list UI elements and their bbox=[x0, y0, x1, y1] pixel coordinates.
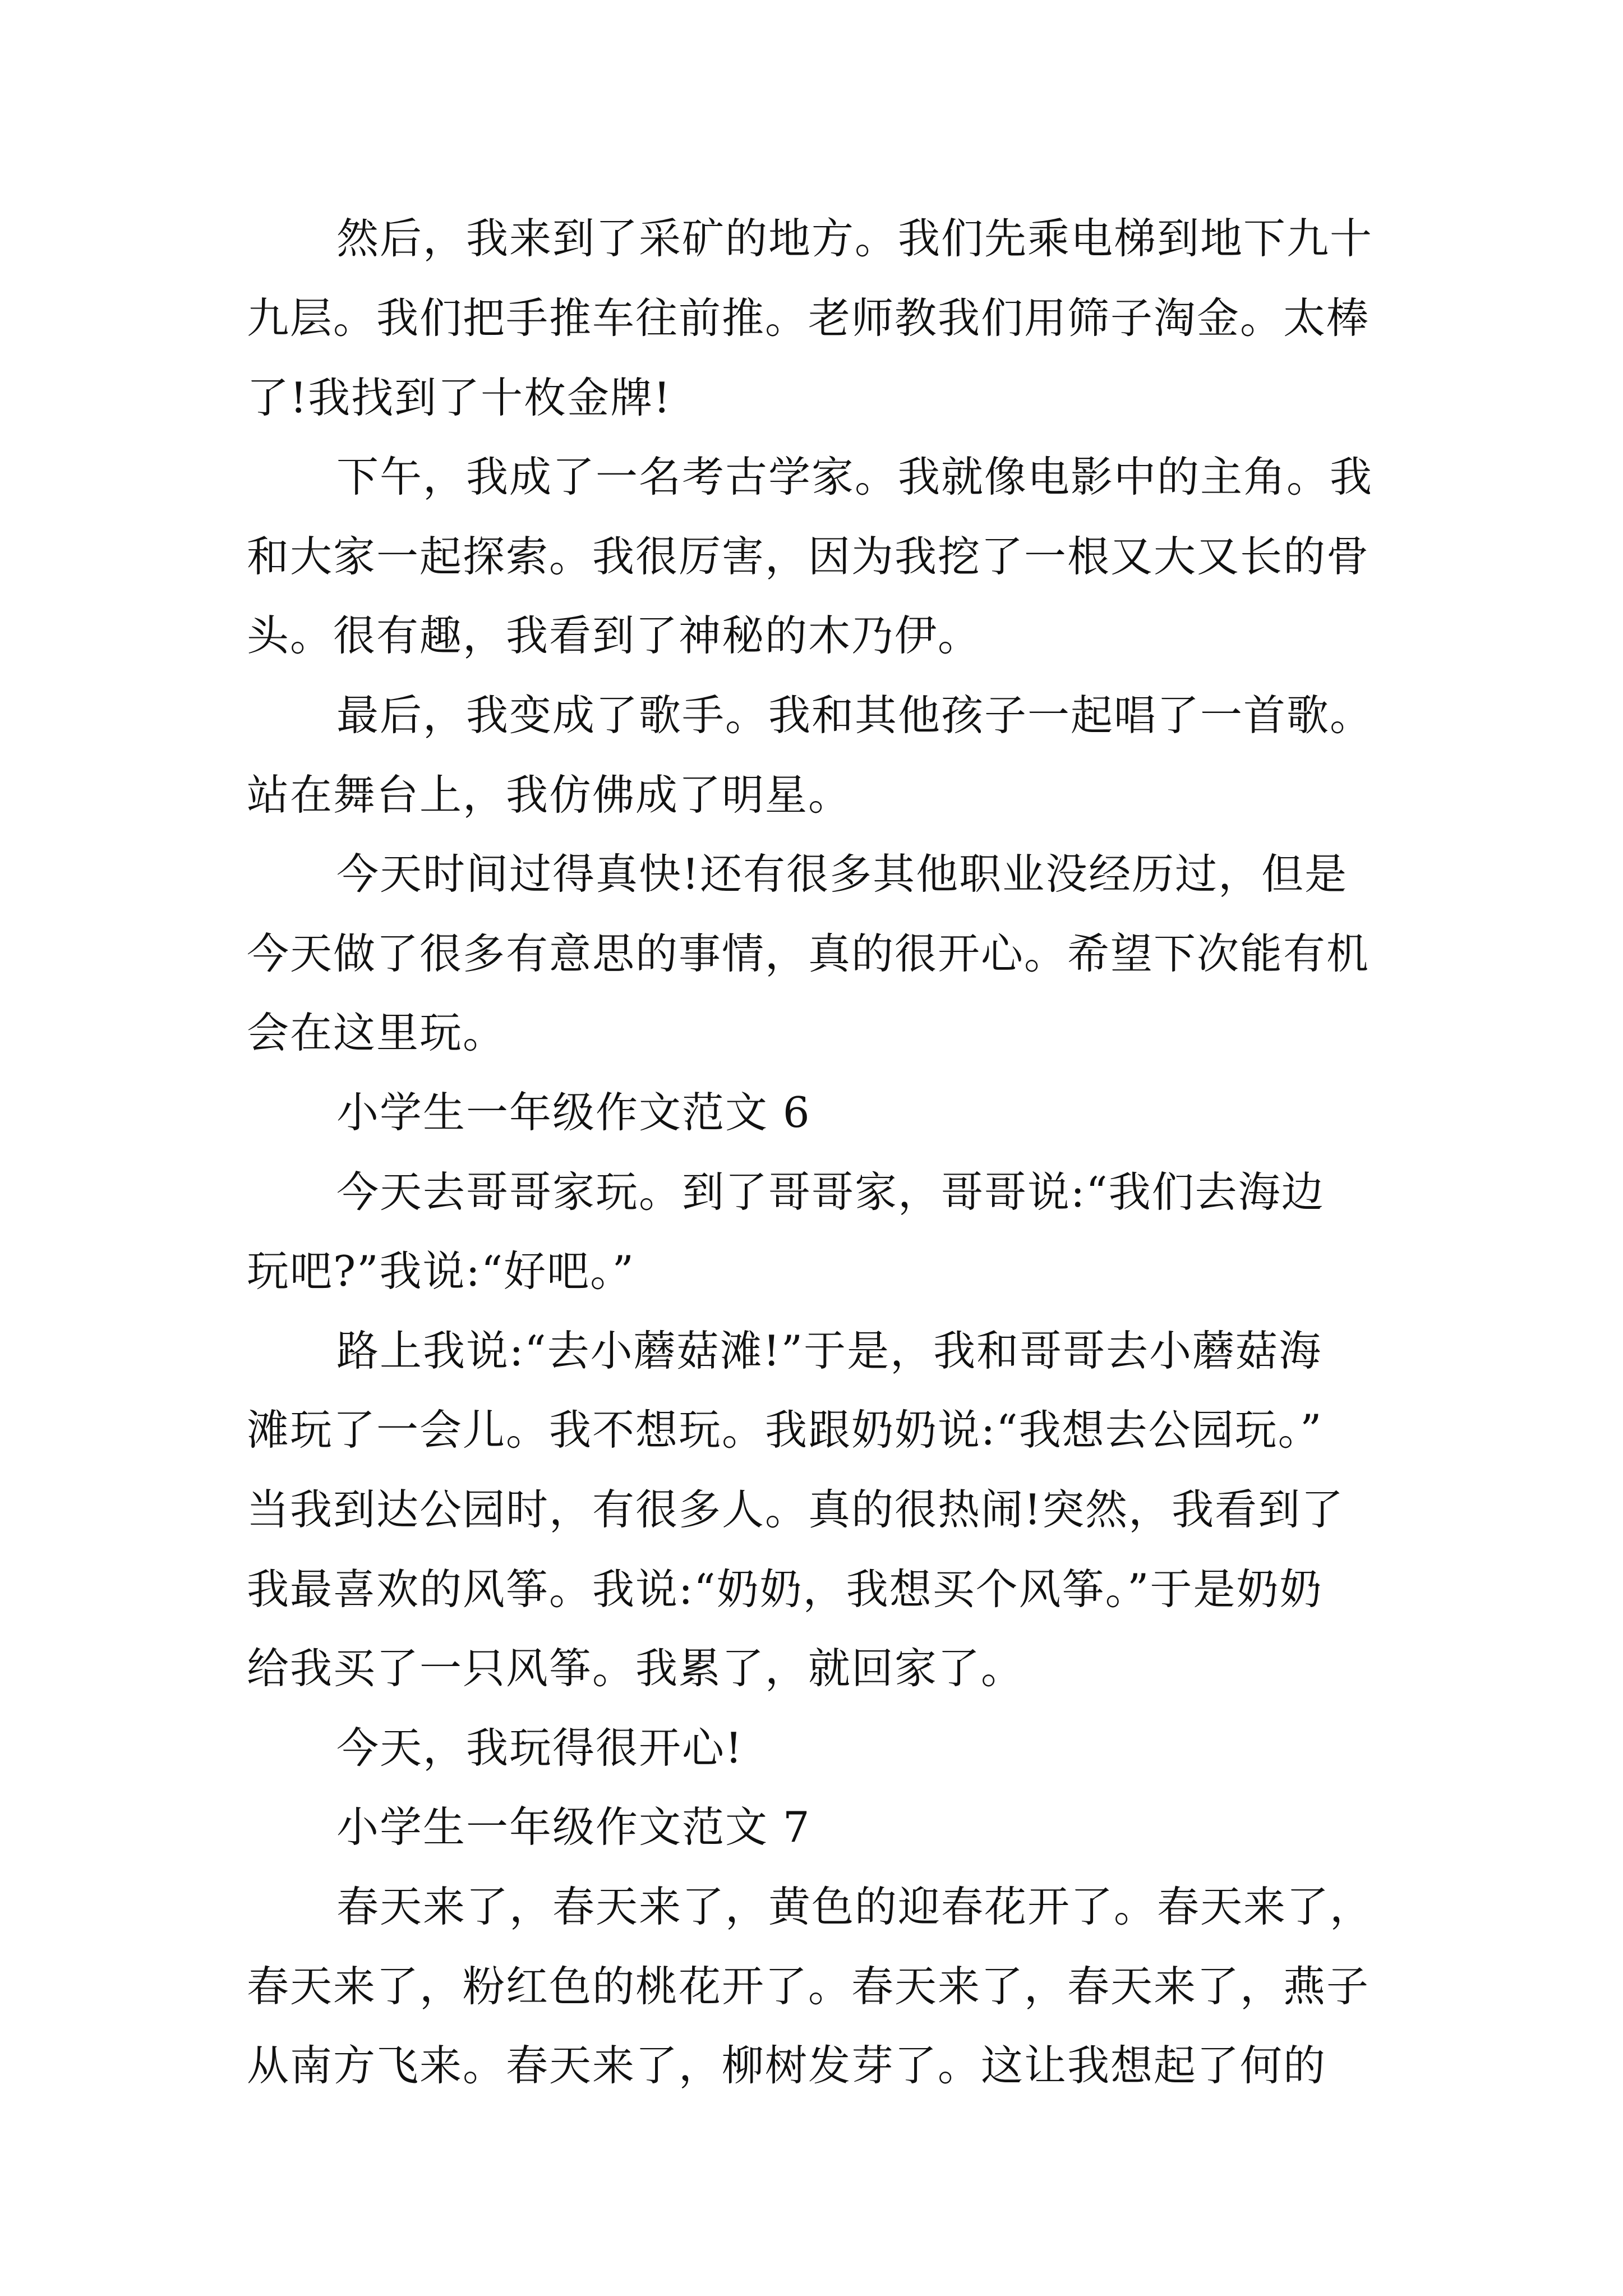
text-line: 今天时间过得真快!还有很多其他职业没经历过，但是 bbox=[336, 849, 1348, 899]
text-line: 路上我说:“去小蘑菇滩!”于是，我和哥哥去小蘑菇海 bbox=[336, 1326, 1322, 1375]
text-line: 头。很有趣，我看到了神秘的木乃伊。 bbox=[247, 611, 981, 660]
text-line: 当我到达公园时，有很多人。真的很热闹!突然，我看到了 bbox=[247, 1485, 1345, 1534]
text-line: 我最喜欢的风筝。我说:“奶奶，我想买个风筝。”于是奶奶 bbox=[247, 1565, 1323, 1614]
text-line: 玩吧?”我说:“好吧。” bbox=[247, 1246, 635, 1296]
text-line: 下午，我成了一名考古学家。我就像电影中的主角。我 bbox=[336, 452, 1373, 501]
text-line: 给我买了一只风筝。我累了，就回家了。 bbox=[247, 1644, 1025, 1693]
section-heading: 小学生一年级作文范文 6 bbox=[336, 1088, 811, 1137]
text-line: 春天来了，春天来了，黄色的迎春花开了。春天来了， bbox=[336, 1882, 1373, 1931]
text-line: 今天去哥哥家玩。到了哥哥家，哥哥说:“我们去海边 bbox=[336, 1167, 1325, 1217]
text-line: 滩玩了一会儿。我不想玩。我跟奶奶说:“我想去公园玩。” bbox=[247, 1405, 1323, 1455]
section-heading: 小学生一年级作文范文 7 bbox=[336, 1802, 811, 1852]
text-line: 然后，我来到了采矿的地方。我们先乘电梯到地下九十 bbox=[336, 214, 1373, 263]
text-line: 了!我找到了十枚金牌! bbox=[247, 373, 672, 422]
text-line: 九层。我们把手推车往前推。老师教我们用筛子淘金。太棒 bbox=[247, 293, 1370, 343]
text-line: 和大家一起探索。我很厉害，因为我挖了一根又大又长的骨 bbox=[247, 532, 1370, 581]
text-line: 站在舞台上，我仿佛成了明星。 bbox=[247, 770, 852, 820]
text-line: 从南方飞来。春天来了，柳树发芽了。这让我想起了何的 bbox=[247, 2041, 1327, 2090]
text-line: 今天做了很多有意思的事情，真的很开心。希望下次能有机 bbox=[247, 929, 1370, 978]
text-line: 今天，我玩得很开心! bbox=[336, 1723, 744, 1773]
text-line: 会在这里玩。 bbox=[247, 1008, 506, 1057]
text-line: 春天来了，粉红色的桃花开了。春天来了，春天来了，燕子 bbox=[247, 1962, 1370, 2011]
text-line: 最后，我变成了歌手。我和其他孩子一起唱了一首歌。 bbox=[336, 691, 1373, 740]
